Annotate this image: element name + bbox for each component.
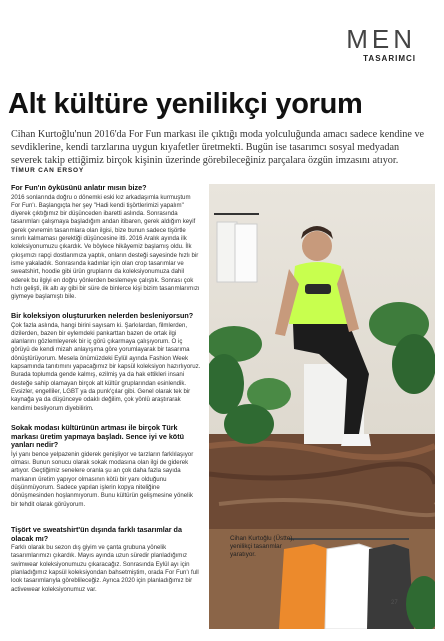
section-header [346, 26, 416, 63]
section-title: MEN [346, 24, 416, 54]
article-headline: Alt kültüre yenilikçi yorum [8, 88, 363, 120]
designer-photo [209, 184, 435, 629]
qa-block-1 [11, 184, 201, 301]
question-2: Bir koleksiyon oluştururken nelerden besleniyorsun? [11, 311, 194, 320]
photo-caption: Cihan Kurtoğlu (Üstte), yenilikçi tasarımlar yaratıyor. [230, 535, 295, 558]
answer-2: Çok fazla aslında, hangi birini sayısam ki. Şarkılardan, filmlerden, dizilerden, bazen bir eylemdeki pankarttan bazen de ortak ilgi alanlarını gözlemleyerek bir iç görü çıkarmaya çalışıyorum. O iç görüyü de kendi mizah anlayışıma göre yorumlayarak bir tasarıma dönüştürüyorum. Mesela önümüzdeki Eylül ayında Fashion Week kapsamında tanıtımını yapacağımız bir kapsül koleksiyon hazırlıyoruz. Burada toplumda gende kalmış, ezilmiş ya da hak ettikleri insani desteğe sahip olamayan birçok alt kültür gruplarından esinlendik. Evsizler, engelliler, LGBT ya da punk'çılar gibi. Genel olarak tek bir kaynağa ya da düşünceye odaklı değilim, çok yönlü araştırarak kendimi besliyorum diyebilirim. [11, 321, 201, 412]
answer-3: İyi yanı bence yelpazenin giderek genişliyor ve tarzların farklılaşıyor olması. Bunun sonucu olarak sokak modasına olan ilgi de giderek artıyor. Geçtiğimiz senelere oranla şu an çok daha fazla sayıda markanın üretim yapıyor olmasının kötü bir yanı olduğunu düşünmüyorum. Sadece yapılan işlerin kopya niteliğine dönüşmesinden hoşlanmıyorum. Bunu kültürün gelişmesine yönelik bir tehdit olarak görüyorum. [11, 450, 194, 508]
section-subtitle: TASARIMCI [363, 54, 416, 63]
qa-block-2 [11, 312, 201, 413]
question-1: For Fun'ın öyküsünü anlatır mısın bize? [11, 183, 147, 192]
qa-block-4 [11, 526, 201, 594]
question-3: Sokak modası kültürünün artması ile birçok Türk markası üretim yapmaya başladı. Sence iyi ve kötü yanları nedir? [11, 423, 184, 450]
question-4: Tişört ve sweatshirt'ün dışında farklı tasarımlar da olacak mı? [11, 525, 182, 543]
designer-photo-illustration [209, 184, 435, 629]
answer-4: Farklı olarak bu sezon dış giyim ve çanta grubuna yönelik tasarımlarımızı çıkardık. Mayıs ayında uzun süredir planladığımız swimwear koleksiyonumuzu çıkaracağız. Sonrasında Eylül ayı için planladığımız kapsül koleksiyondan bahsetmiştim, orada For Fun'ı full look tasarımlarıyla göreblileceğiz. Ayrıca 2020 için planladığımız bir activewear koleksiyonumuz var. [11, 544, 199, 593]
page-number: 27 [391, 600, 398, 606]
author-byline: TİMUR CAN ERSOY [11, 167, 85, 174]
qa-block-3 [11, 424, 201, 509]
article-lead: Cihan Kurtoğlu'nun 2016'da For Fun markası ile çıktığı moda yolculuğunda amacı sadece kendine ve sevdiklerine, kendi tarzlarına uygun kıyafetler üretmekti. Bugün ise tasarımcı sosyal medyadan severek takip ettiğimiz birçok kişinin üzerinde görebileceğiniz parçalara özgün imzasını atıyor. [11, 129, 425, 166]
answer-1: 2016 sonlarında doğru o dönemki eski kız arkadaşımla kurmuştum For Fun'ı. Başlangıçta her şey "Hadi kendi tişörtlerimizi yapalım" diyerek çıktığımız bir düşünceden ibaretti aslında. Sonrasında tasarımları çalışmaya başladığım andan itibaren, gerek aldığım keyif gerek çevremin tasarımlara olan ilgisi, bize bunun sadece tişörtle sınırlı kalmaması gerektiği düşüncesine itti. 2016 Aralık ayında ilk koleksiyonumuzu çıkardık. Ve böylece hikâyemiz başlamış oldu. İlk çıkışımızı rapçi dostlarımıza yaptık, onların desteği sayesinde hızlı bir isme yakaladık. Sonrasında kadınlar için olan crop tasarımlar ve sweatshirt, hoodie gibi ürün gruplarını da koleksiyonumuza dahil ederek bu ilgiyi en doğru yönlerden beslemeye çalıştık. Sonrası çok hızlı gelişti, ilk altı ay gibi bir süre de binlerce kişi bizim tasarımlarımızı giymeye başlamıştı bile. [11, 193, 200, 301]
